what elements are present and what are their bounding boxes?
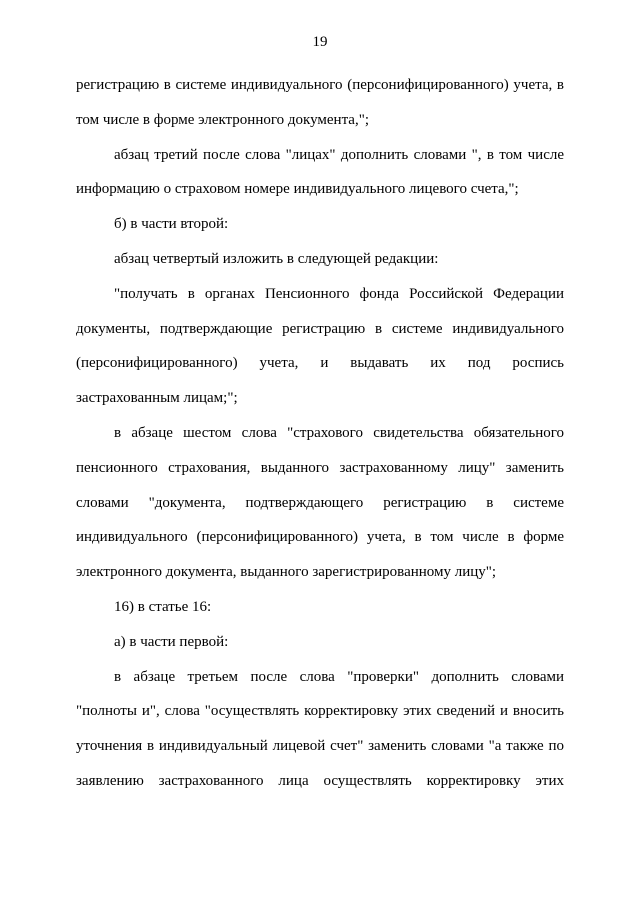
text-line: электронного документа, выданного зарегистрированному лицу";: [76, 564, 497, 581]
text-line: "получать в органах Пенсионного фонда Российской Федерации: [114, 285, 564, 302]
text-line: регистрацию в системе индивидуального (персонифицированного) учета, в: [76, 77, 564, 93]
text-line: (персонифицированного) учета, и выдавать их под роспись: [76, 355, 564, 372]
page-number: 19: [312, 34, 328, 50]
document-body: [76, 68, 564, 799]
text-line: заявлению застрахованного лица осуществлять корректировку этих: [76, 772, 564, 789]
text-line: в абзаце третьем после слова "проверки" дополнить словами: [114, 668, 564, 685]
text-line: индивидуального (персонифицированного) учета, в том числе в форме: [76, 529, 564, 546]
text-line: информацию о страховом номере индивидуального лицевого счета,";: [76, 181, 519, 198]
text-line: застрахованным лицам;";: [76, 390, 238, 407]
text-line: словами "документа, подтверждающего регистрацию в системе: [76, 494, 564, 511]
text-line: абзац третий после слова "лицах" дополнить словами ", в том числе: [114, 146, 564, 163]
text-line: а) в части первой:: [114, 633, 229, 650]
text-line: том числе в форме электронного документа,";: [76, 111, 370, 128]
text-line: абзац четвертый изложить в следующей редакции:: [114, 250, 439, 267]
text-line: пенсионного страхования, выданного застрахованному лицу" заменить: [76, 459, 564, 476]
text-line: 16) в статье 16:: [114, 598, 212, 615]
text-line: документы, подтверждающие регистрацию в системе индивидуального: [76, 320, 564, 337]
text-line: в абзаце шестом слова "страхового свидетельства обязательного: [114, 424, 564, 441]
text-line: "полноты и", слова "осуществлять корректировку этих сведений и вносить: [76, 703, 564, 720]
text-line: б) в части второй:: [114, 216, 229, 233]
text-line: уточнения в индивидуальный лицевой счет" заменить словами "а также по: [76, 738, 564, 755]
